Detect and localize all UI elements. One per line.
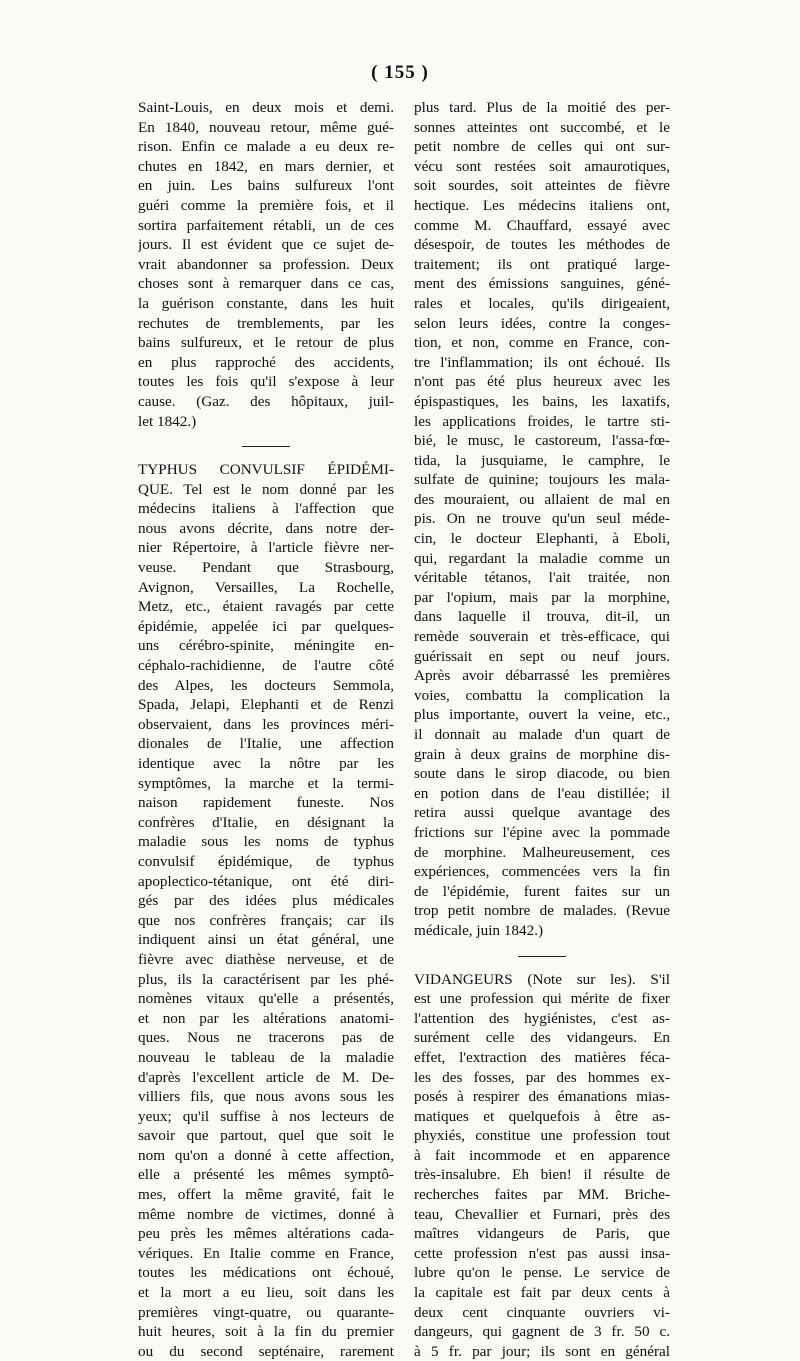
text-line: apoplectico-tétanique, ont été diri-: [138, 872, 394, 890]
text-line: des Alpes, les docteurs Semmola,: [138, 676, 394, 694]
text-line: soute dans le sirop diacode, ou bien: [414, 765, 670, 783]
text-line: matiques et quelquefois à être as-: [414, 1107, 670, 1125]
text-line: il donnait au malade d'un quart de: [414, 726, 670, 743]
text-line: nom qu'on a donné à cette affection,: [138, 1146, 394, 1164]
section-separator: [138, 431, 394, 460]
text-line: épidémie, appelée ici par quelques-: [138, 617, 394, 635]
text-line: très-insalubre. Eh bien! il résulte de: [414, 1166, 670, 1184]
text-line: identique avec la nôtre par les: [138, 755, 394, 772]
section-heading-typhus: TYPHUS CONVULSIF ÉPIDÉMI-: [138, 461, 394, 479]
text-line: traitement; ils ont pratiqué large-: [414, 255, 670, 273]
text-line: maladie sous les noms de typhus: [138, 833, 394, 851]
text-line: tida, la jusquiame, le camphre, le: [414, 451, 670, 469]
text-line: Spada, Jelapi, Elephanti et de Renzi: [138, 696, 394, 714]
text-line: médecins italiens à l'affection que: [138, 500, 394, 518]
text-line: QUE. Tel est le nom donné par les: [138, 480, 394, 498]
text-line: cin, le docteur Elephanti, à Eboli,: [414, 530, 670, 548]
text-line: plus, ils la caractérisent par les phé-: [138, 970, 394, 988]
text-line: remède souverain et très-efficace, qui: [414, 628, 670, 646]
text-line: premières vingt-quatre, ou quarante-: [138, 1303, 394, 1321]
text-line: à fait incommode et en apparence: [414, 1146, 670, 1164]
text-line: indiquent ainsi un état général, une: [138, 931, 394, 949]
section-heading-vidangeurs: VIDANGEURS (Note sur les). S'il: [414, 970, 670, 988]
text-line: cette profession n'est pas aussi insa-: [414, 1244, 670, 1262]
text-line: Après avoir débarrassé les premières: [414, 667, 670, 685]
text-line: yeux; qu'il suffise à nos lecteurs de: [138, 1107, 394, 1125]
text-line: en plus rapproché des accidents,: [138, 353, 394, 371]
text-line: expériences, commencées vers la fin: [414, 863, 670, 881]
text-line: savoir que partout, quel que soit le: [138, 1127, 394, 1145]
text-line: effet, l'extraction des matières féca-: [414, 1048, 670, 1066]
text-line: nomènes vitaux qu'elle a présentés,: [138, 990, 394, 1008]
text-line: et la mort a eu lieu, soit dans les: [138, 1284, 394, 1302]
text-line: ou du second septénaire, rarement: [138, 1342, 394, 1360]
text-line: villiers fils, que nous avons sous les: [138, 1088, 394, 1106]
text-line: cause. (Gaz. des hôpitaux, juil-: [138, 392, 394, 410]
text-line: sulfate de quinine; toujours les mala-: [414, 471, 670, 489]
text-line: confrères d'Italie, en désignant la: [138, 813, 394, 831]
text-line: d'après l'excellent article de M. De-: [138, 1068, 394, 1086]
text-line: pis. On ne trouve qu'un seul méde-: [414, 510, 670, 528]
text-line: vécu sont restées soit amaurotiques,: [414, 157, 670, 175]
text-line: uns cérébro-spinite, méningite en-: [138, 637, 394, 655]
text-line: peu près les mêmes altérations cada-: [138, 1225, 394, 1243]
text-line: comme M. Chauffard, essayé avec: [414, 216, 670, 234]
text-line: est une profession qui mérite de fixer: [414, 990, 670, 1008]
section-separator: [414, 941, 670, 970]
text-line: petit nombre de celles qui ont sur-: [414, 138, 670, 156]
text-line: céphalo-rachidienne, de l'autre côté: [138, 657, 394, 675]
text-line: même nombre de victimes, donné à: [138, 1205, 394, 1223]
text-line: et non par les altérations anatomi-: [138, 1009, 394, 1027]
text-line: rechutes de tremblements, par les: [138, 314, 394, 332]
text-line: en juin. Les bains sulfureux l'ont: [138, 177, 394, 195]
text-line: soit sourdes, soit atteintes de fièvre: [414, 177, 670, 195]
text-line: elle a présenté les mêmes symptô-: [138, 1166, 394, 1184]
text-line: les des fosses, par des hommes ex-: [414, 1068, 670, 1086]
text-line: la capitale est fait par deux cents à: [414, 1284, 670, 1302]
text-line: grain à deux grains de morphine dis-: [414, 745, 670, 763]
text-line: de l'épidémie, furent faites sur un: [414, 882, 670, 900]
text-line: convulsif épidémique, de typhus: [138, 852, 394, 870]
text-line: dangeurs, qui gagnent de 3 fr. 50 c.: [414, 1323, 670, 1341]
text-line: l'attention des hygiénistes, c'est as-: [414, 1009, 670, 1027]
text-line: bié, le musc, le castoreum, l'assa-fœ-: [414, 432, 670, 450]
text-line: maîtres vidangeurs de Paris, que: [414, 1225, 670, 1243]
text-line: de morphine. Malheureusement, ces: [414, 843, 670, 861]
text-line: sonnes atteintes ont succombé, et le: [414, 118, 670, 136]
text-line: nier Répertoire, à l'article fièvre ner-: [138, 539, 394, 557]
text-line: les applications froides, le tartre sti-: [414, 412, 670, 430]
text-line: rales et locales, qu'ils dirigeaient,: [414, 294, 670, 312]
text-line: Metz, etc., étaient ravagés par cette: [138, 598, 394, 616]
text-line: bains sulfureux, et le retour de plus: [138, 334, 394, 352]
text-line: veuse. Pendant que Strasbourg,: [138, 559, 394, 577]
text-line: voies, combattu la complication la: [414, 686, 670, 704]
text-line: dans laquelle il trouva, dit-il, un: [414, 608, 670, 626]
text-line: choses sont à remarquer dans ce cas,: [138, 275, 394, 293]
text-line: recherches faites par MM. Briche-: [414, 1186, 670, 1204]
page-number: ( 155 ): [371, 62, 429, 83]
text-line: vériques. En Italie comme en France,: [138, 1244, 394, 1262]
text-line: naison rapidement funeste. Nos: [138, 794, 394, 812]
text-line: rison. Enfin ce malade a eu deux re-: [138, 138, 394, 156]
text-line: ques. Nous ne tracerons pas de: [138, 1029, 394, 1047]
text-line: par l'opium, mais par la morphine,: [414, 588, 670, 606]
text-line: let 1842.): [138, 412, 197, 430]
text-line: vrait abandonner sa profession. Deux: [138, 255, 394, 273]
text-line: en potion dans de l'eau distillée; il: [414, 784, 670, 802]
text-line: deux cent cinquante ouvriers vi-: [414, 1303, 670, 1321]
text-line: tre l'inflammation; ils ont échoué. Ils: [414, 353, 670, 371]
text-line: médicale, juin 1842.): [414, 921, 544, 939]
text-line: trop petit nombre de malades. (Revue: [414, 902, 670, 920]
text-line: retira aussi quelque avantage des: [414, 804, 670, 822]
text-line: huit heures, soit à la fin du premier: [138, 1323, 394, 1341]
text-line: nous avons décrite, dans notre der-: [138, 519, 394, 537]
text-line: teau, Chevallier et Furnari, près des: [414, 1205, 670, 1223]
text-line: guéri comme la première fois, et il: [138, 196, 394, 214]
separator-rule: [518, 956, 566, 957]
text-line: phyxiés, constitue une profession tout: [414, 1127, 670, 1145]
text-line: des mouraient, ou allaient de mal en: [414, 490, 670, 508]
text-line: véritable tétanos, l'ait traitée, non: [414, 569, 670, 587]
text-line: nouveau le tableau de la maladie: [138, 1048, 394, 1066]
text-line: gés par des idées plus médicales: [138, 892, 394, 910]
text-line: toutes les médications ont échoué,: [138, 1264, 394, 1282]
text-line: ment des émissions sanguines, géné-: [414, 275, 670, 293]
text-line: tion, et non, comme en France, con-: [414, 334, 670, 352]
text-line: que nos confrères français; car ils: [138, 911, 394, 929]
text-line: observaient, dans les provinces méri-: [138, 715, 394, 733]
text-line: désespoir, de toutes les méthodes de: [414, 236, 670, 254]
text-line: plus importante, ouvert la veine, etc.,: [414, 706, 670, 724]
text-line: Saint-Louis, en deux mois et demi.: [138, 99, 394, 116]
text-line: mes, offert la même gravité, fait le: [138, 1186, 394, 1204]
text-line: n'ont pas été plus heureux avec les: [414, 373, 670, 391]
text-line: qui, regardant la maladie comme un: [414, 549, 670, 567]
text-line: fièvre avec diathèse nerveuse, et de: [138, 950, 394, 968]
text-line: à 5 fr. par jour; ils sont en général: [414, 1342, 670, 1360]
text-line: frictions sur l'épine avec la pommade: [414, 823, 670, 841]
text-line: hectique. Les médecins italiens ont,: [414, 196, 670, 214]
text-line: épispastiques, les bains, les laxatifs,: [414, 392, 670, 410]
text-line: dionales de l'Italie, une affection: [138, 735, 394, 753]
text-line: Avignon, Versailles, La Rochelle,: [138, 578, 394, 596]
text-line: la guérison constante, dans les huit: [138, 294, 394, 312]
left-column: [138, 98, 394, 1361]
text-line: toutes les fois qu'il s'expose à leur: [138, 373, 394, 391]
text-line: plus tard. Plus de la moitié des per-: [414, 99, 670, 116]
text-line: sortira parfaitement rétabli, un de ces: [138, 216, 394, 234]
text-line: jours. Il est évident que ce sujet de-: [138, 236, 394, 254]
text-line: selon leurs idées, contre la conges-: [414, 314, 670, 332]
text-line: symptômes, la marche et la termi-: [138, 774, 394, 792]
text-line: posés à respirer des émanations mias-: [414, 1088, 670, 1106]
text-line: chutes en 1842, en mars dernier, et: [138, 157, 394, 175]
separator-rule: [242, 446, 290, 447]
text-line: surément celle des vidangeurs. En: [414, 1029, 670, 1047]
text-line: lubre qu'on le pense. Le service de: [414, 1264, 670, 1282]
right-column: [414, 98, 670, 1361]
text-line: guérissait en sept ou neuf jours.: [414, 647, 670, 665]
text-line: En 1840, nouveau retour, même gué-: [138, 118, 394, 136]
